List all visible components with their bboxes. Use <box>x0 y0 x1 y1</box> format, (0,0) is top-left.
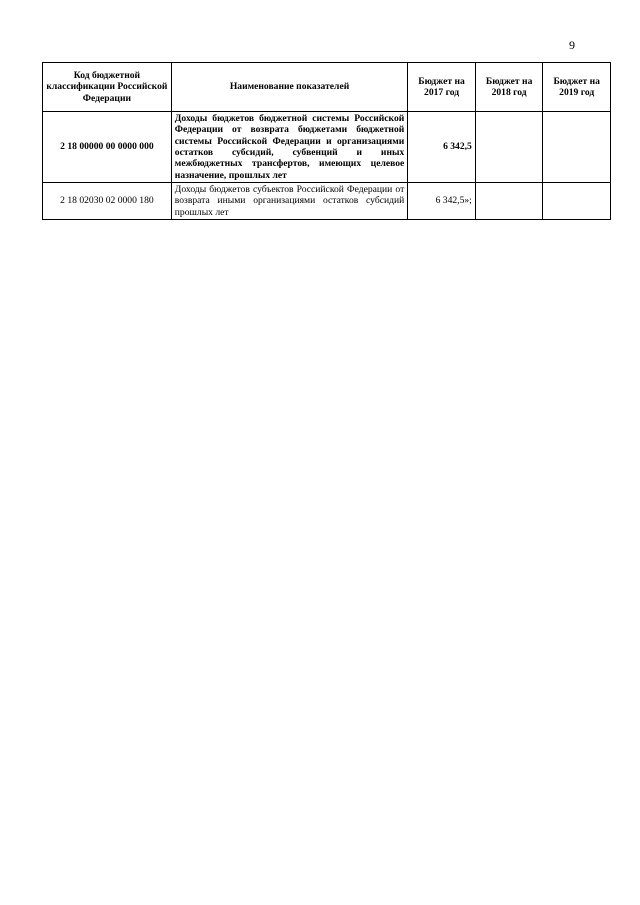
row-code: 2 18 02030 02 0000 180 <box>43 182 172 219</box>
row-code: 2 18 00000 00 0000 000 <box>43 112 172 183</box>
table-row <box>43 112 611 183</box>
row-budget-2017: 6 342,5 <box>408 112 476 183</box>
row-budget-2018 <box>475 182 543 219</box>
table-header-row <box>43 63 611 112</box>
header-budget-2018: Бюджет на 2018 год <box>475 63 543 112</box>
row-budget-2018 <box>475 112 543 183</box>
header-budget-2017: Бюджет на 2017 год <box>408 63 476 112</box>
row-name: Доходы бюджетов бюджетной системы Российской Федерации от возврата бюджетами бюджетной системы Российской Федерации и организациями остатков субсидий, субвенций и иных межбюджетных трансфертов, имеющих целевое назначение, прошлых лет <box>171 112 407 183</box>
page-number: 9 <box>569 38 575 52</box>
header-code: Код бюджетной классификации Российской Федерации <box>43 63 172 112</box>
row-budget-2019 <box>543 112 611 183</box>
header-name: Наименование показателей <box>171 63 407 112</box>
header-budget-2019: Бюджет на 2019 год <box>543 63 611 112</box>
row-name: Доходы бюджетов субъектов Российской Федерации от возврата иными организациями остатков субсидий прошлых лет <box>171 182 407 219</box>
budget-table <box>42 62 611 220</box>
row-budget-2019 <box>543 182 611 219</box>
table-row <box>43 182 611 219</box>
row-budget-2017: 6 342,5»; <box>408 182 476 219</box>
